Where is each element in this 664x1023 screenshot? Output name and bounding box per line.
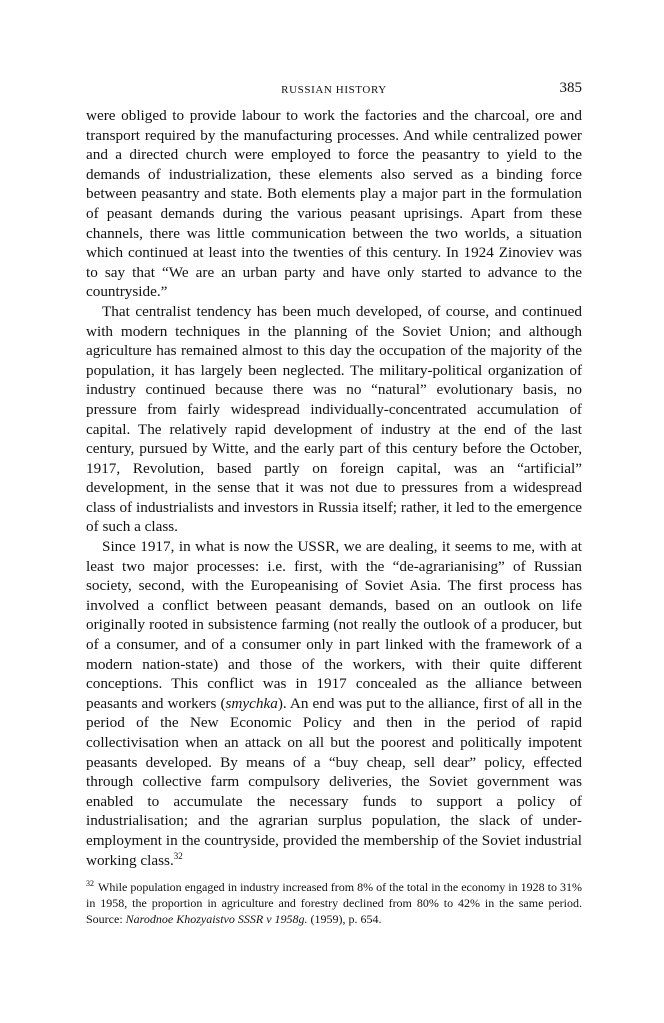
paragraph-3-text-a: Since 1917, in what is now the USSR, we are dealing, it seems to me, with at least two major processes: i.e. first, with the “de-agrarianising” of Russian society, second, with the Europeanising of Soviet Asia. The first process has involved a conflict between peasant demands, based on an outlook on life originally rooted in subsistence farming (not really the outlook of a producer, but of a consumer, and of a consumer only in part linked with the framework of a modern nation-state) and those of the workers, with their quite different conceptions. This conflict was in 1917 concealed as the alliance between peasants and workers ( [86, 538, 582, 712]
paragraph-1: were obliged to provide labour to work the factories and the charcoal, ore and transport required by the manufacturing processes. And while centralized power and a directed church were employed to force the peasantry to yield to the demands of industrialization, these elements also served as a binding force between peasantry and state. Both elements play a major part in the formulation of peasant demands during the various peasant uprisings. Apart from these channels, there was little communication between the two worlds, a situation which continued at least into the twenties of this century. In 1924 Zinoviev was to say that “We are an urban party and have only started to advance to the countryside.” [86, 107, 582, 301]
footnote [86, 880, 582, 927]
italic-term: smychka [225, 694, 278, 712]
footnote-text-a: While population engaged in industry increased from 8% of the total in the economy in 1928 to 31% in 1958, the proportion in agriculture and forestry declined from 80% to 42% in the same period. Source: [86, 880, 582, 926]
paragraph-3-text-b: ). An end was put to the alliance, first of all in the period of the New Economic Policy and then in the period of rapid collectivisation when an attack on all but the poorest and politically impotent peasants developed. By means of a “buy cheap, sell dear” policy, effected through collective farm compulsory deliveries, the Soviet government was enabled to accumulate the necessary funds to support a policy of industrialisation; and the agrarian surplus population, the slack of under-employment in the countryside, provided the membership of the Soviet industrial working class. [86, 694, 583, 869]
page-number: 385 [559, 80, 582, 96]
running-head [86, 80, 582, 100]
running-title: RUSSIAN HISTORY [281, 84, 387, 96]
footnote-reference: 32 [173, 850, 183, 861]
paragraph-2: That centralist tendency has been much developed, of course, and continued with modern techniques in the planning of the Soviet Union; and although agriculture has remained almost to this day the occupation of the majority of the population, it has largely been neglected. The military-political organization of industry continued because there was no “natural” evolutionary basis, no pressure from fairly widespread individually-concentrated accumulation of capital. The relatively rapid development of industry at the end of the last century, pursued by Witte, and the early part of this century before the October, 1917, Revolution, based partly on foreign capital, was an “artificial” development, in the sense that it was not due to pressures from a widespread class of industrialists and investors in Russia itself; rather, it led to the emergence of such a class. [86, 302, 582, 536]
body-text [86, 106, 582, 870]
footnote-text-b: (1959), p. 654. [307, 911, 382, 926]
paragraph-3 [86, 537, 582, 870]
footnote-source-title: Narodnoe Khozyaistvo SSSR v 1958g. [125, 911, 308, 926]
footnote-mark: 32 [86, 879, 94, 888]
